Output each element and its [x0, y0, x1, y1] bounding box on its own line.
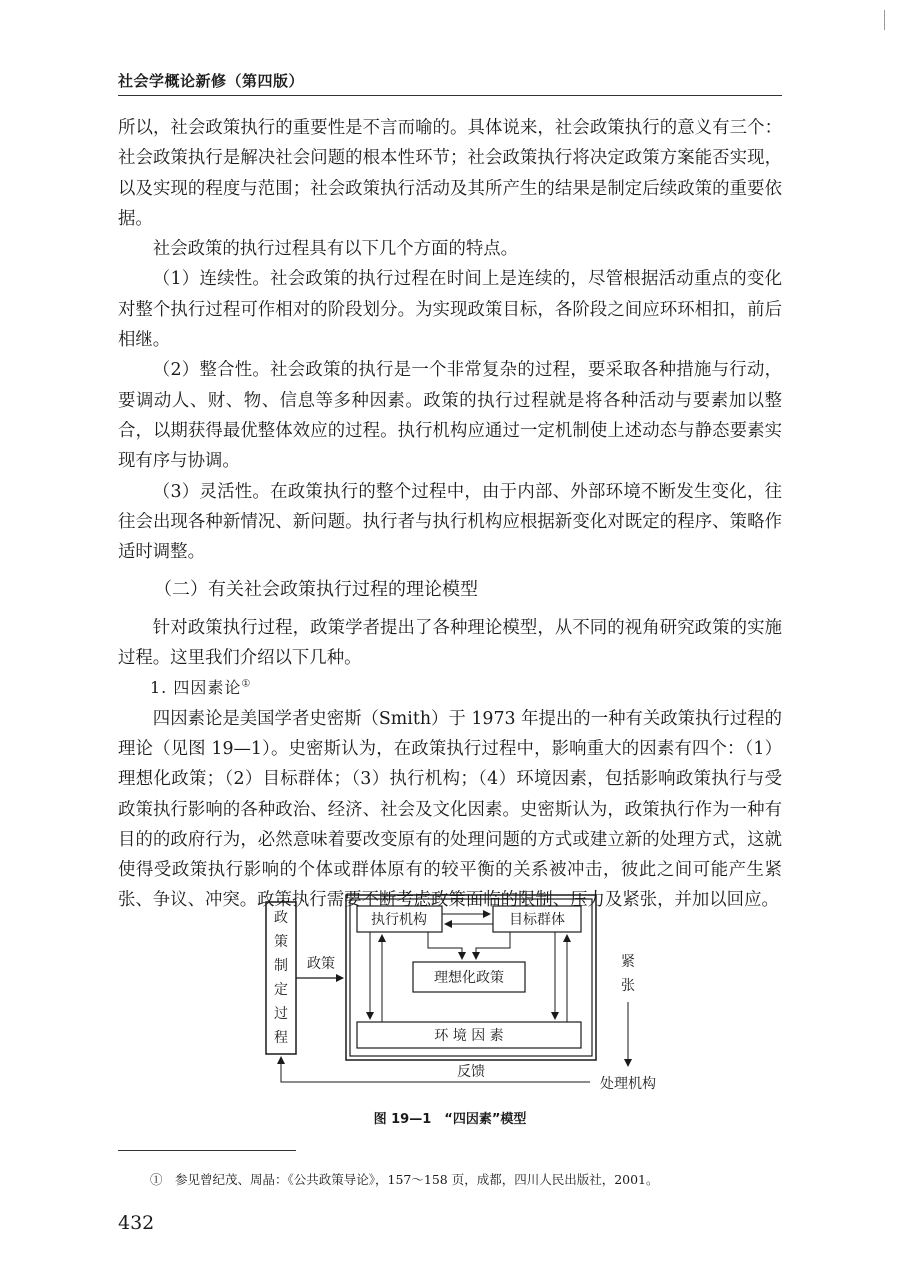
- exec-agency-label: 执行机构: [371, 912, 427, 928]
- body-text: [118, 113, 782, 916]
- tension-char: 张: [621, 978, 635, 994]
- diagram-svg: [250, 890, 670, 1090]
- paragraph-continuity: （1）连续性。社会政策的执行过程在时间上是连续的，尽管根据活动重点的变化对整个执行过程可作相对的阶段划分。为实现政策目标，各阶段之间应环环相扣，前后相继。: [118, 269, 782, 351]
- footnote: ① 参见曾纪茂、周晶：《公共政策导论》，157～158 页，成都，四川人民出版社，2001。: [150, 1172, 659, 1187]
- four-factor-diagram: [250, 890, 670, 1090]
- processing-agency-label: 处理机构: [600, 1076, 656, 1090]
- tension-char: 紧: [621, 954, 635, 970]
- policy-making-char: 定: [274, 982, 288, 998]
- policy-making-char: 过: [274, 1006, 288, 1022]
- target-group-label: 目标群体: [509, 912, 565, 928]
- paragraph-four-factor: 四因素论是美国学者史密斯（Smith）于 1973 年提出的一种有关政策执行过程的理论（见图 19—1）。史密斯认为，在政策执行过程中，影响重大的因素有四个：（1）理想化政策；（2）目标群体；（3）执行机构；（4）环境因素，包括影响政策执行与受政策执行影响的各种政治、经济、社会及文化因素。史密斯认为，政策执行作为一种有目的的政府行为，必然意味着要改变原有的处理问题的方式或建立新的处理方式，这就使得受政策执行影响的个体或群体原有的较平衡的关系被冲击，彼此之间可能产生紧张、争议、冲突。政策执行需要不断考虑政策面临的限制、压力及紧张，并加以回应。: [118, 708, 782, 911]
- subsection-title: 1. 四因素论: [150, 678, 242, 698]
- environment-label: 环 境 因 素: [434, 1028, 504, 1044]
- paragraph-features-intro: 社会政策的执行过程具有以下几个方面的特点。: [152, 239, 519, 260]
- footnote-ref: ①: [241, 679, 252, 691]
- paragraph-flexibility: （3）灵活性。在政策执行的整个过程中，由于内部、外部环境不断发生变化，往往会出现各种新情况、新问题。执行者与执行机构应根据新变化对既定的程序、策略作适时调整。: [118, 481, 782, 563]
- policy-making-char: 制: [274, 958, 288, 974]
- policy-making-char: 程: [274, 1030, 288, 1046]
- subsection-heading: [118, 673, 782, 703]
- page-number: 432: [118, 1212, 155, 1234]
- policy-label: 政策: [307, 956, 335, 972]
- section-heading: （二）有关社会政策执行过程的理论模型: [154, 579, 478, 601]
- figure-caption: 图 19—1 “四因素”模型: [373, 1112, 527, 1127]
- header-rule: [118, 95, 782, 96]
- feedback-label: 反馈: [457, 1064, 485, 1080]
- paragraph-continued: 所以，社会政策执行的重要性是不言而喻的。具体说来，社会政策执行的意义有三个：社会政策执行是解决社会问题的根本性环节；社会政策执行将决定政策方案能否实现，以及实现的程度与范围；社会政策执行活动及其所产生的结果是制定后续政策的重要依据。: [118, 118, 782, 229]
- policy-making-char: 政: [274, 910, 288, 926]
- policy-making-char: 策: [274, 934, 288, 950]
- paragraph-models-intro: 针对政策执行过程，政策学者提出了各种理论模型，从不同的视角研究政策的实施过程。这里我们介绍以下几种。: [118, 617, 782, 669]
- footnote-rule: [118, 1150, 296, 1151]
- scan-edge-mark: [884, 10, 885, 30]
- arrow-exec-to-ideal: [428, 932, 462, 959]
- arrow-target-to-ideal: [476, 932, 510, 959]
- running-head: 社会学概论新修（第四版）: [118, 72, 305, 90]
- paragraph-integration: （2）整合性。社会政策的执行是一个非常复杂的过程，要采取各种措施与行动，要调动人、财、物、信息等多种因素。政策的执行过程就是将各种活动与要素加以整合，以期获得最优整体效应的过程。执行机构应通过一定机制使上述动态与静态要素实现有序与协调。: [118, 360, 782, 472]
- ideal-policy-label: 理想化政策: [434, 970, 504, 986]
